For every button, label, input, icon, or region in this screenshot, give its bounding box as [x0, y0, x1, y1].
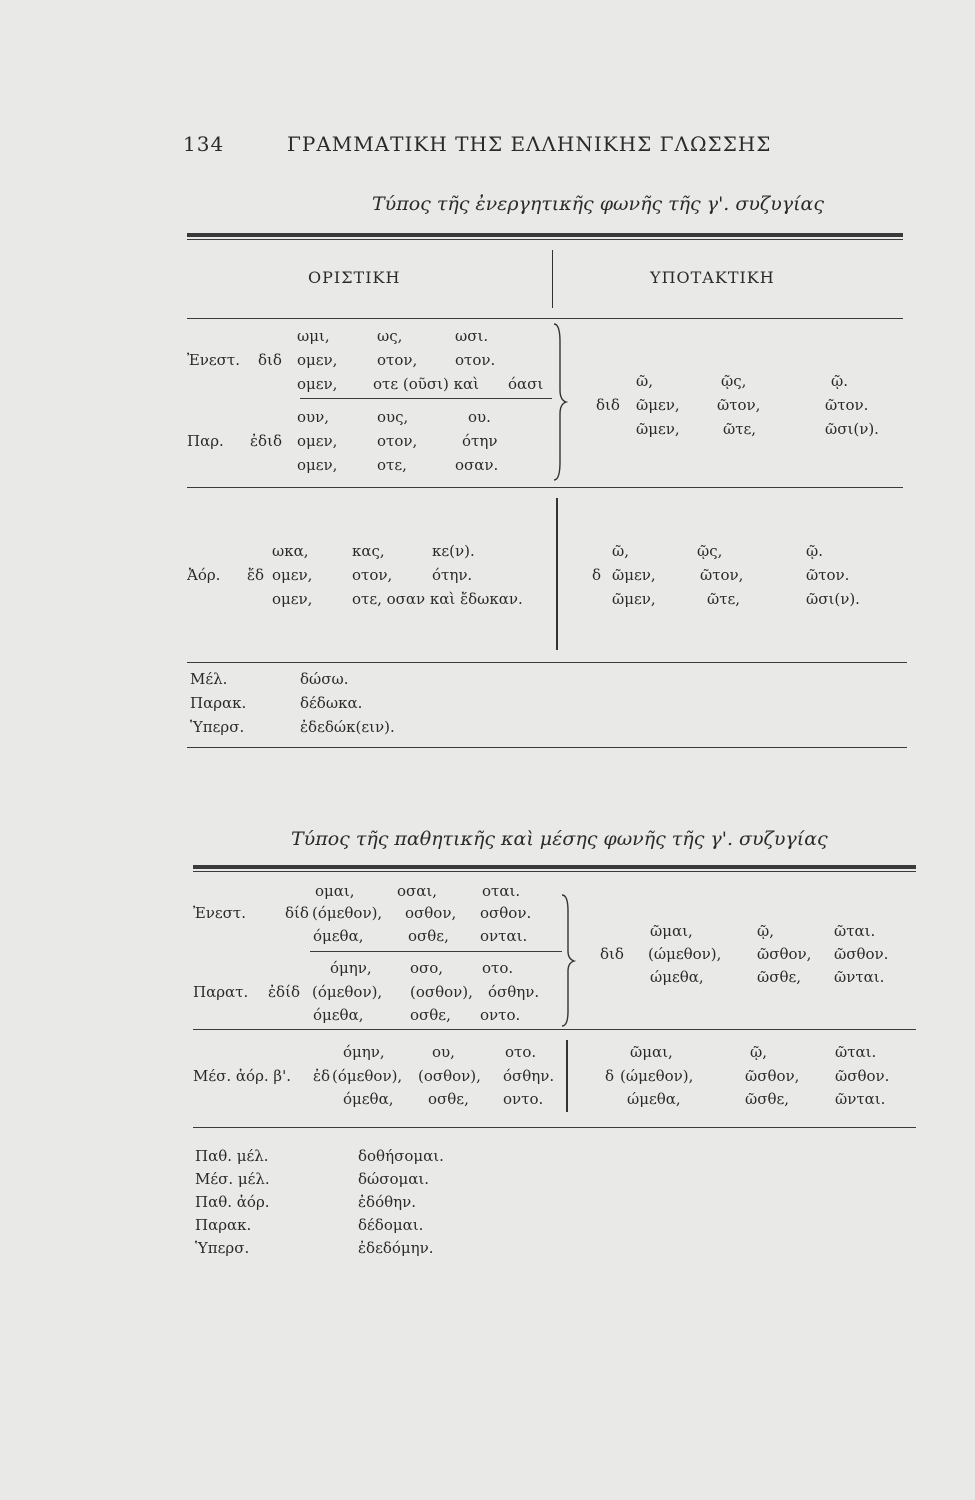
form: οσθον,	[405, 904, 457, 922]
rule	[187, 318, 903, 319]
form: ῷς,	[697, 542, 723, 560]
form: όμεθα,	[313, 927, 364, 945]
form: (οσθον),	[418, 1067, 481, 1085]
rule	[187, 487, 903, 488]
rule	[187, 747, 907, 748]
form: οσθε,	[408, 927, 449, 945]
active-aor-stem: ἔδ	[247, 566, 265, 584]
indicative-heading: ΟΡΙΣΤΙΚΗ	[308, 268, 401, 287]
form: ῷ.	[806, 542, 823, 560]
form: ῶνται.	[834, 968, 885, 986]
form: ουν,	[297, 408, 330, 426]
form: ῶτον,	[717, 396, 761, 414]
form: ῶτε,	[723, 420, 757, 438]
rule	[193, 1127, 916, 1128]
form: οτον,	[377, 432, 418, 450]
form: οσο,	[410, 959, 444, 977]
form: ότην.	[432, 566, 473, 584]
form: οτε, οσαν καὶ ἔδωκαν.	[352, 590, 523, 608]
other-form: ἐδεδόμην.	[358, 1239, 434, 1257]
form: ωκα,	[272, 542, 309, 560]
form: ῶσι(ν).	[806, 590, 860, 608]
form: όμεθα,	[313, 1006, 364, 1024]
active-enest-stem: διδ	[258, 351, 282, 369]
form: όμην,	[343, 1043, 385, 1061]
form: κας,	[352, 542, 385, 560]
form: οται.	[482, 882, 521, 900]
other-form: δώσω.	[300, 670, 349, 688]
form: οσθε,	[410, 1006, 451, 1024]
form: οσαν.	[455, 456, 499, 474]
form: όσθην.	[503, 1067, 555, 1085]
form: ωσι.	[455, 327, 489, 345]
other-form: ἐδόθην.	[358, 1193, 417, 1211]
form: ῶμεν,	[612, 566, 656, 584]
form: οντο.	[503, 1090, 544, 1108]
form: οντο.	[480, 1006, 521, 1024]
other-form: δοθήσομαι.	[358, 1147, 444, 1165]
form: ῶ,	[612, 542, 629, 560]
active-parat-stem: ἐδιδ	[250, 432, 282, 450]
double-rule-top	[193, 865, 916, 869]
active-section-title: Τύπος τῆς ἐνεργητικῆς φωνῆς τῆς γ'. συζυγίας	[372, 193, 825, 215]
form: ῶται.	[835, 1043, 877, 1061]
running-title: ΓΡΑΜΜΑΤΙΚΗ ΤΗΣ ΕΛΛΗΝΙΚΗΣ ΓΛΩΣΣΗΣ	[287, 132, 772, 156]
other-form: ἐδεδώκ(ειν).	[300, 718, 395, 736]
other-label: Παθ. ἀόρ.	[195, 1193, 270, 1211]
double-rule-bottom	[193, 871, 916, 872]
form: ῶσθε,	[745, 1090, 790, 1108]
brace-icon	[556, 893, 578, 1028]
form: ῶσθον,	[745, 1067, 800, 1085]
form: ομεν,	[297, 375, 338, 393]
passive-subj1-stem: διδ	[600, 945, 624, 963]
form: ους,	[377, 408, 409, 426]
other-label: Παρακ.	[190, 694, 247, 712]
passive-enest-label: Ἐνεστ.	[193, 904, 246, 922]
form: όμεθα,	[343, 1090, 394, 1108]
rule	[310, 951, 562, 952]
form: (όμεθον),	[312, 983, 383, 1001]
form: ῶτε,	[707, 590, 741, 608]
form: ῶ,	[636, 372, 653, 390]
double-rule-bottom	[187, 239, 903, 240]
form: ομεν,	[297, 456, 338, 474]
aorist-divider	[556, 498, 558, 650]
form: ῷ.	[831, 372, 848, 390]
form: ομεν,	[297, 351, 338, 369]
passive-aor-stem: ἐδ	[313, 1067, 331, 1085]
form: (όμεθον),	[312, 904, 383, 922]
form: ῶτον,	[700, 566, 744, 584]
form: ομεν,	[297, 432, 338, 450]
passive-aor-label: Μέσ. ἀόρ. β'.	[193, 1067, 291, 1085]
form: οσθε,	[428, 1090, 469, 1108]
form: ῶμαι,	[650, 922, 693, 940]
double-rule-top	[187, 233, 903, 237]
aorist-divider	[566, 1040, 568, 1112]
form: ως,	[377, 327, 403, 345]
other-label: Παθ. μέλ.	[195, 1147, 269, 1165]
form: ῶμαι,	[630, 1043, 673, 1061]
passive-enest-stem: δίδ	[285, 904, 309, 922]
other-form: δώσομαι.	[358, 1170, 430, 1188]
active-aor-label: Ἀόρ.	[187, 566, 221, 584]
form: όασι	[508, 375, 544, 393]
form: οτο.	[505, 1043, 537, 1061]
form: ῶσθε,	[757, 968, 802, 986]
other-label: Ὑπερσ.	[190, 718, 245, 736]
form: οσαι,	[397, 882, 438, 900]
brace-icon	[546, 322, 568, 482]
form: οτο.	[482, 959, 514, 977]
other-label: Μέσ. μέλ.	[195, 1170, 270, 1188]
other-label: Παρακ.	[195, 1216, 252, 1234]
form: ῶτον.	[806, 566, 850, 584]
form: (όμεθον),	[332, 1067, 403, 1085]
heading-divider	[552, 250, 553, 308]
form: ῶτον.	[825, 396, 869, 414]
active-subj1-stem: διδ	[596, 396, 620, 414]
form: ῶσθον,	[757, 945, 812, 963]
passive-section-title: Τύπος τῆς παθητικῆς καὶ μέσης φωνῆς τῆς γ'. συζυγίας	[291, 828, 828, 850]
other-form: δέδωκα.	[300, 694, 363, 712]
form: ου,	[432, 1043, 455, 1061]
rule	[187, 662, 907, 663]
passive-parat-label: Παρατ.	[193, 983, 249, 1001]
other-label: Ὑπερσ.	[195, 1239, 250, 1257]
form: κε(ν).	[432, 542, 475, 560]
form: ῶμεν,	[636, 396, 680, 414]
other-form: δέδομαι.	[358, 1216, 424, 1234]
form: ωμι,	[297, 327, 330, 345]
form: ώμεθα,	[627, 1090, 681, 1108]
form: ῷ,	[750, 1043, 767, 1061]
active-parat-label: Παρ.	[187, 432, 224, 450]
form: ώμεθα,	[650, 968, 704, 986]
form: οτε (οῦσι) καὶ	[373, 375, 479, 393]
form: ῶσθον.	[834, 945, 889, 963]
passive-parat-stem: ἐδίδ	[268, 983, 300, 1001]
form: (ώμεθον),	[648, 945, 722, 963]
page-number: 134	[183, 132, 225, 156]
passive-subj2-stem: δ	[605, 1067, 615, 1085]
form: ῷ,	[757, 922, 774, 940]
subjunctive-heading: ΥΠΟΤΑΚΤΙΚΗ	[650, 268, 775, 287]
active-enest-label: Ἐνεστ.	[187, 351, 240, 369]
form: ότην	[462, 432, 498, 450]
form: ομεν,	[272, 566, 313, 584]
form: οτον.	[455, 351, 496, 369]
form: οσθον.	[480, 904, 532, 922]
active-subj2-stem: δ	[592, 566, 602, 584]
form: οτον,	[352, 566, 393, 584]
form: ου.	[468, 408, 491, 426]
form: ῶται.	[834, 922, 876, 940]
other-label: Μέλ.	[190, 670, 228, 688]
rule	[300, 398, 552, 399]
form: ομαι,	[315, 882, 355, 900]
form: όσθην.	[488, 983, 540, 1001]
form: οτε,	[377, 456, 407, 474]
rule	[193, 1029, 916, 1030]
form: ῶσθον.	[835, 1067, 890, 1085]
form: ῶνται.	[835, 1090, 886, 1108]
form: ῶμεν,	[636, 420, 680, 438]
form: ῶμεν,	[612, 590, 656, 608]
form: ονται.	[480, 927, 528, 945]
form: ῶσι(ν).	[825, 420, 879, 438]
form: (οσθον),	[410, 983, 473, 1001]
form: όμην,	[330, 959, 372, 977]
form: ομεν,	[272, 590, 313, 608]
form: ῷς,	[721, 372, 747, 390]
form: (ώμεθον),	[620, 1067, 694, 1085]
form: οτον,	[377, 351, 418, 369]
